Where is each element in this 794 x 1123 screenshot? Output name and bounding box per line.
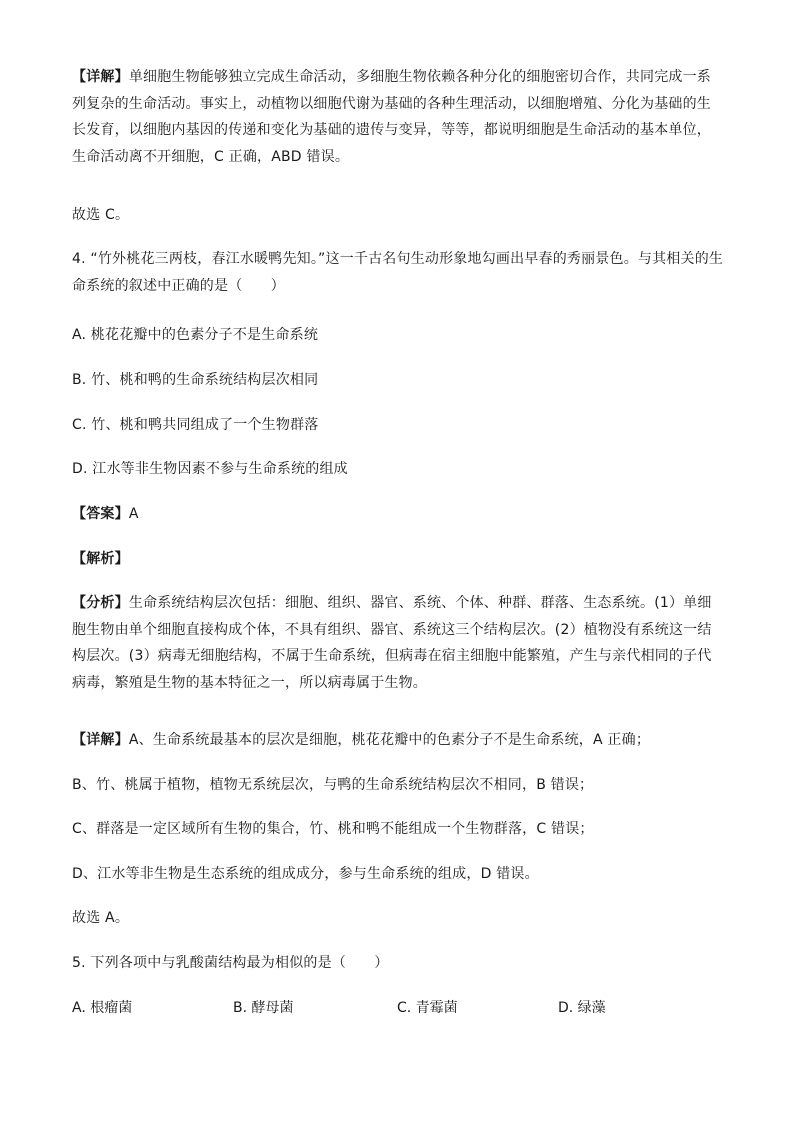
q5-stem: 5. 下列各项中与乳酸菌结构最为相似的是（ ） xyxy=(72,955,389,971)
answer-value: A xyxy=(128,506,139,522)
q4-detail-c: C、群落是一定区域所有生物的集合，竹、桃和鸭不能组成一个生物群落，C 错误； xyxy=(72,821,594,837)
q4-analysis-paragraph xyxy=(72,590,724,696)
q4-answer xyxy=(72,501,724,528)
q4-detail-a xyxy=(72,727,724,754)
q4-option-c: C. 竹、桃和鸭共同组成了一个生物群落 xyxy=(72,417,319,433)
q4-detail-d: D、江水等非生物是生态系统的组成成分，参与生命系统的组成，D 错误。 xyxy=(72,866,539,882)
q5-option-d: D. 绿藻 xyxy=(558,1000,606,1016)
q4-option-b: B. 竹、桃和鸭的生命系统结构层次相同 xyxy=(72,372,319,388)
q3-detail-text: 单细胞生物能够独立完成生命活动，多细胞生物依赖各种分化的细胞密切合作，共同完成一系列复杂的生命活动。事实上，动植物以细胞代谢为基础的各种生理活动，以细胞增殖、分化为基础的生长发育，以细胞内基因的传递和变化为基础的遗传与变异，等等，都说明细胞是生命活动的基本单位，生命活动离不开细胞，C 正确，ABD 错误。 xyxy=(72,69,712,165)
q4-stem: 4. “竹外桃花三两枝，春江水暖鸭先知。”这一千古名句生动形象地勾画出早春的秀丽景色。与其相关的生命系统的叙述中正确的是（ ） xyxy=(72,251,724,294)
detail-line-a: A、生命系统最基本的层次是细胞，桃花花瓣中的色素分子不是生命系统，A 正确； xyxy=(128,732,651,748)
q5-option-b: B. 酵母菌 xyxy=(233,1000,294,1016)
q4-conclusion: 故选 A。 xyxy=(72,910,130,926)
q3-conclusion: 故选 C。 xyxy=(72,207,130,223)
detail-tag: 【详解】 xyxy=(72,732,129,748)
q5-option-c: C. 青霉菌 xyxy=(397,1000,458,1016)
analysis-heading: 【解析】 xyxy=(72,551,129,567)
q3-detail-paragraph xyxy=(72,64,724,170)
q4-detail-b: B、竹、桃属于植物，植物无系统层次，与鸭的生命系统结构层次不相同，B 错误； xyxy=(72,777,594,793)
q4-option-a: A. 桃花花瓣中的色素分子不是生命系统 xyxy=(72,327,319,343)
q4-analysis-text: 生命系统结构层次包括：细胞、组织、器官、系统、个体、种群、群落、生态系统。(1）单细胞生物由单个细胞直接构成个体，不具有组织、器官、系统这三个结构层次。(2）植物没有系统这一结构层次。(3）病毒无细胞结构，不属于生命系统，但病毒在宿主细胞中能繁殖，产生与亲代相同的子代病毒，繁殖是生物的基本特征之一，所以病毒属于生物。 xyxy=(72,595,712,691)
analysis-tag: 【分析】 xyxy=(72,595,129,611)
q4-option-d: D. 江水等非生物因素不参与生命系统的组成 xyxy=(72,461,348,477)
q5-option-a: A. 根瘤菌 xyxy=(72,1000,133,1016)
answer-tag: 【答案】 xyxy=(72,506,129,522)
detail-tag: 【详解】 xyxy=(72,69,129,85)
